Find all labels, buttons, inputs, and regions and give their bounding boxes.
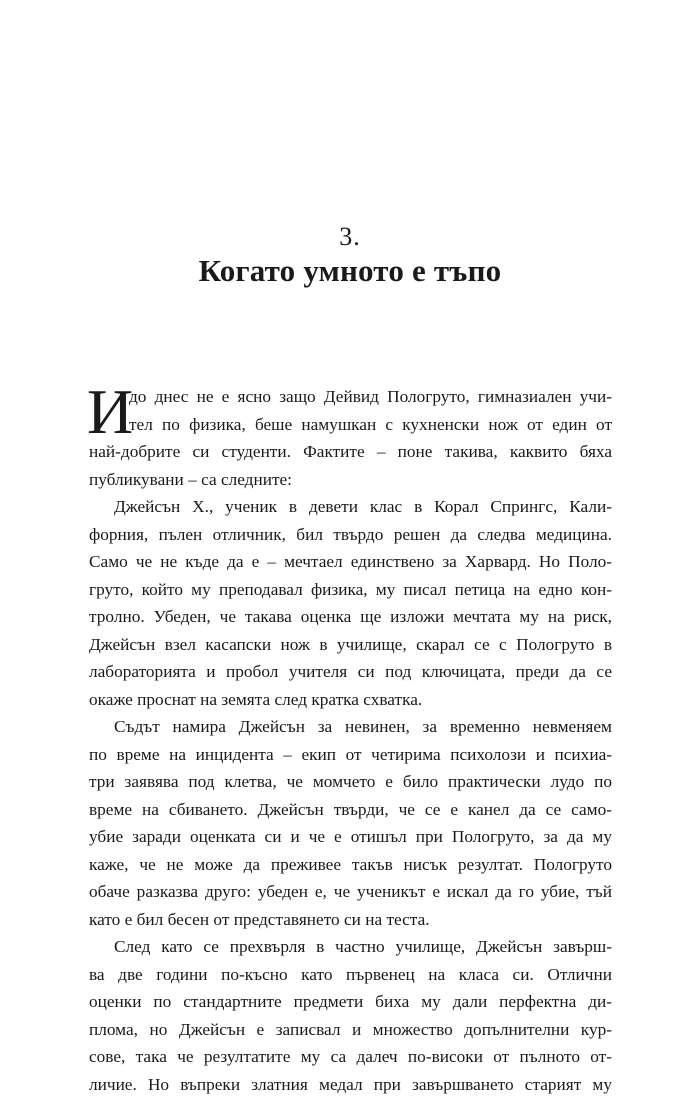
text-line: лабораторията и пробол учителя си под ключицата, преди да се <box>89 658 612 686</box>
text-line: Съдът намира Джейсън за невинен, за временно невменяем <box>89 713 612 741</box>
drop-cap: И <box>87 383 133 441</box>
text-line: плома, но Джейсън е записвал и множество допълнителни кур- <box>89 1016 612 1044</box>
chapter-body <box>89 383 612 1098</box>
text-line: като е бил бесен от представянето си на теста. <box>89 906 612 934</box>
text-line: Джейсън взел касапски нож в училище, скарал се с Пологруто в <box>89 631 612 659</box>
chapter-title: Когато умното е тъпо <box>0 253 700 289</box>
text-line: оценки по стандартните предмети биха му дали перфектна ди- <box>89 988 612 1016</box>
text-line: най-добрите си студенти. Фактите – поне такива, каквито бяха <box>89 438 612 466</box>
text-line: каже, че не може да преживее такъв нисък резултат. Пологруто <box>89 851 612 879</box>
chapter-number: 3. <box>0 222 700 252</box>
text-line: публикувани – са следните: <box>89 466 612 494</box>
text-line: три заявява под клетва, че момчето е било практически лудо по <box>89 768 612 796</box>
text-line: Само че не къде да е – мечтаел единствено за Харвард. Но Поло- <box>89 548 612 576</box>
text-line: Джейсън Х., ученик в девети клас в Корал Спрингс, Кали- <box>89 493 612 521</box>
text-line: по време на инцидента – екип от четирима психолози и психиа- <box>89 741 612 769</box>
text-line: След като се прехвърля в частно училище, Джейсън завърш- <box>89 933 612 961</box>
text-line: окаже проснат на земята след кратка схватка. <box>89 686 612 714</box>
text-line: тролно. Убеден, че такава оценка ще изложи мечтата му на риск, <box>89 603 612 631</box>
text-line: ва две години по-късно като първенец на класа си. Отлични <box>89 961 612 989</box>
text-line: време на сбиването. Джейсън твърди, че се е канел да се само- <box>89 796 612 824</box>
text-line: форния, пълен отличник, бил твърдо решен да следва медицина. <box>89 521 612 549</box>
text-line: до днес не е ясно защо Дейвид Пологруто, гимназиален учи- <box>89 383 612 411</box>
text-line: тел по физика, беше намушкан с кухненски нож от един от <box>89 411 612 439</box>
text-line: груто, който му преподавал физика, му писал петица на едно кон- <box>89 576 612 604</box>
text-line: личие. Но въпреки златния медал при завършването старият му <box>89 1071 612 1098</box>
text-line: обаче разказва друго: убеден е, че ученикът е искал да го убие, тъй <box>89 878 612 906</box>
text-line: сове, така че резултатите му са далеч по-високи от пълното от- <box>89 1043 612 1071</box>
text-line: убие заради оценката си и че е отишъл при Пологруто, за да му <box>89 823 612 851</box>
